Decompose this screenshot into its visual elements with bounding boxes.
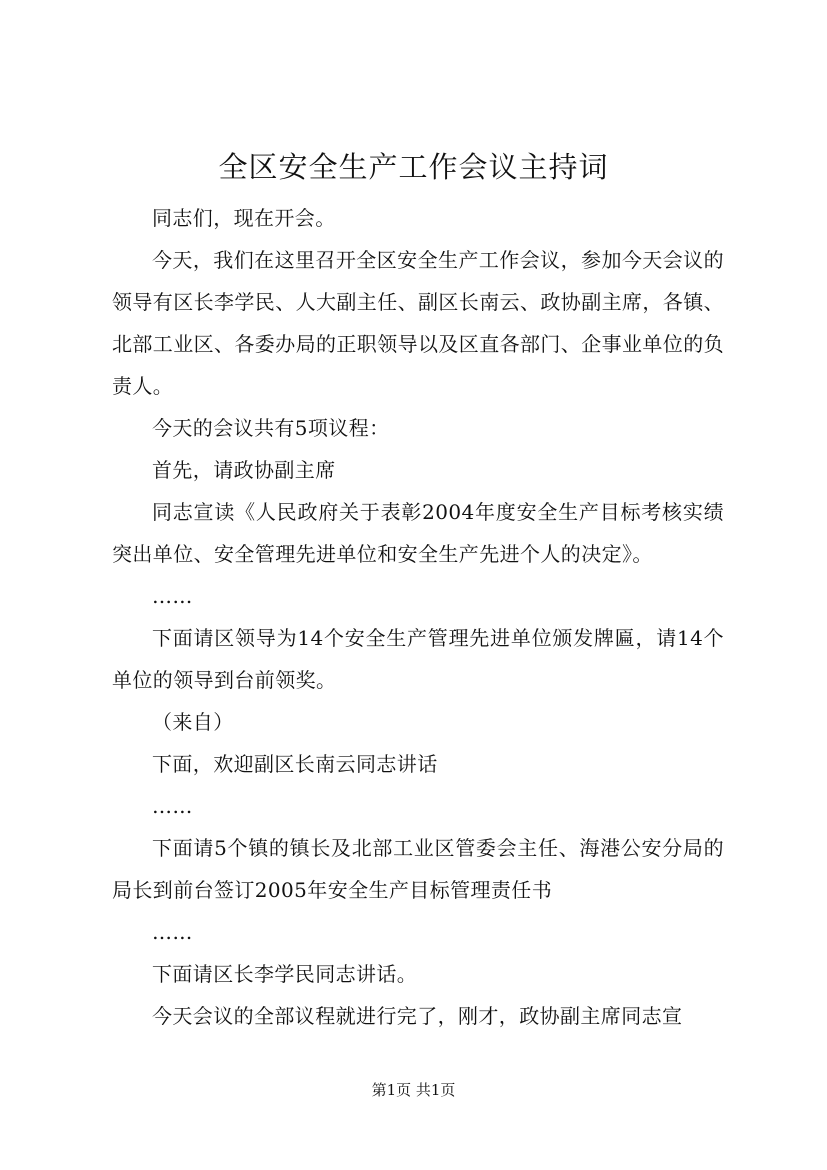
paragraph: （来自） [152, 710, 234, 734]
paragraph: 今天的会议共有5项议程： [152, 416, 390, 440]
paragraph: 下面请5个镇的镇长及北部工业区管委会主任、海港公安分局的局长到前台签订2005年安全生产目标管理责任书 [112, 836, 724, 902]
paragraph: 下面请区领导为14个安全生产管理先进单位颁发牌匾，请14个单位的领导到台前领奖。 [112, 626, 724, 692]
page-number-label: 第1页 共1页 [371, 1081, 456, 1099]
ellipsis-paragraph: …… [152, 584, 193, 608]
paragraph: 同志们，现在开会。 [152, 206, 336, 230]
document-title: 全区安全生产工作会议主持词 [218, 150, 609, 184]
page-footer [0, 1080, 827, 1100]
paragraph: 同志宣读《人民政府关于表彰2004年度安全生产目标考核实绩突出单位、安全管理先进单位和安全生产先进个人的决定》。 [112, 500, 724, 566]
ellipsis-paragraph: …… [152, 920, 193, 944]
paragraph: 首先，请政协副主席 [152, 458, 336, 482]
paragraph: 下面请区长李学民同志讲话。 [152, 962, 418, 986]
paragraph: 今天，我们在这里召开全区安全生产工作会议，参加今天会议的领导有区长李学民、人大副主任、副区长南云、政协副主席，各镇、北部工业区、各委办局的正职领导以及区直各部门、企事业单位的负责人。 [112, 248, 724, 398]
document-body [112, 197, 724, 1037]
ellipsis-paragraph: …… [152, 794, 193, 818]
paragraph: 今天会议的全部议程就进行完了，刚才，政协副主席同志宣 [152, 1004, 683, 1028]
paragraph: 下面，欢迎副区长南云同志讲话 [152, 752, 438, 776]
